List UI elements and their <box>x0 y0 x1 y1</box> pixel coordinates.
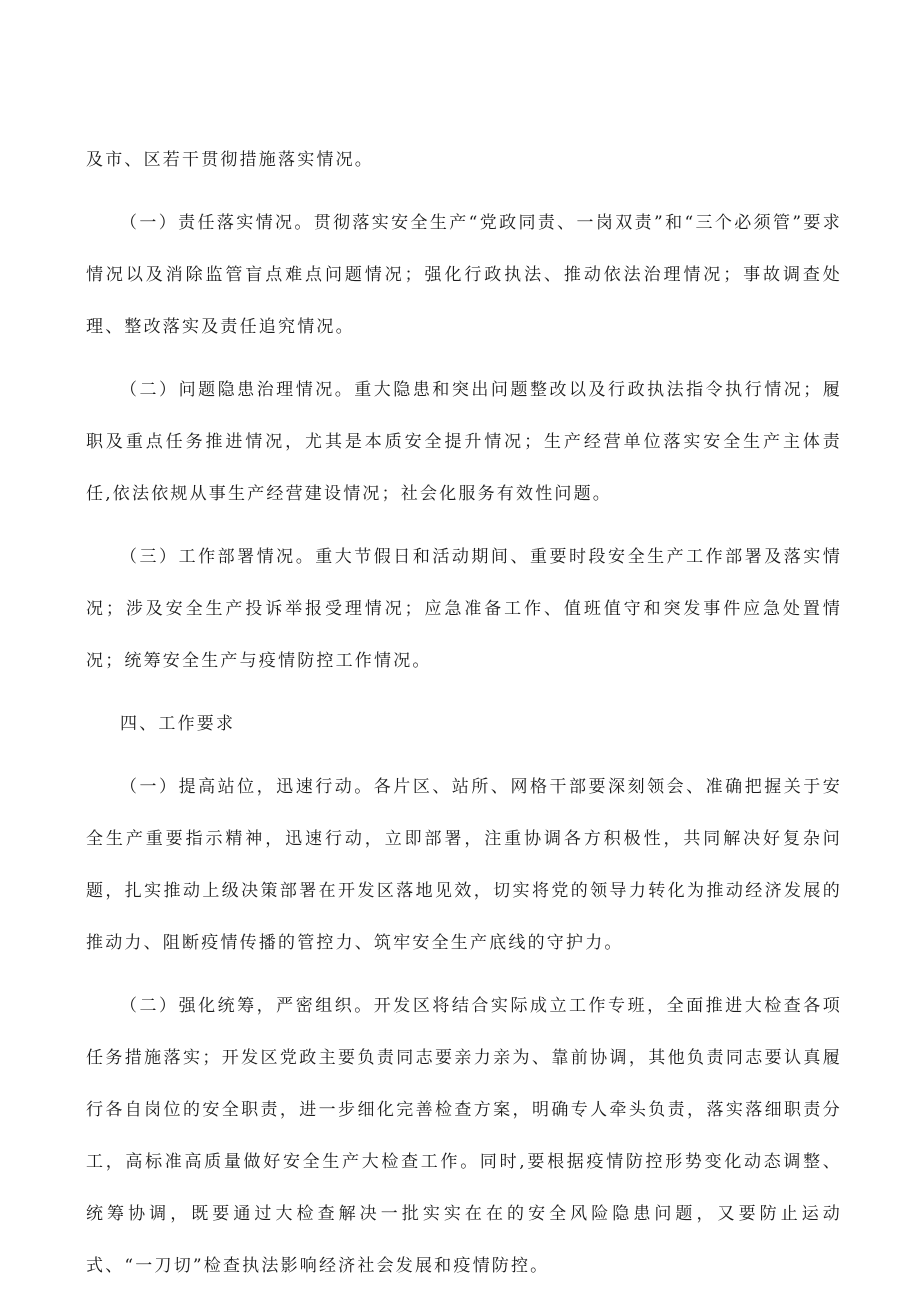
paragraph-hazard-governance: （二）问题隐患治理情况。重大隐患和突出问题整改以及行政执法指令执行情况；履职及重点任务推进情况，尤其是本质安全提升情况；生产经营单位落实安全生产主体责任,依法依规从事生产经营建设情况；社会化服务有效性问题。 <box>86 380 842 504</box>
paragraph-work-deployment: （三）工作部署情况。重大节假日和活动期间、重要时段安全生产工作部署及落实情况；涉及安全生产投诉举报受理情况；应急准备工作、值班值守和突发事件应急处置情况；统筹安全生产与疫情防控工作情况。 <box>86 547 842 671</box>
paragraph-responsibility: （一）责任落实情况。贯彻落实安全生产“党政同责、一岗双责”和“三个必须管”要求情况以及消除监管盲点难点问题情况；强化行政执法、推动依法治理情况；事故调查处理、整改落实及责任追究情况。 <box>86 213 842 337</box>
paragraph-raise-awareness: （一）提高站位，迅速行动。各片区、站所、网格干部要深刻领会、准确把握关于安全生产重要指示精神，迅速行动，立即部署，注重协调各方积极性，共同解决好复杂问题，扎实推动上级决策部署在开发区落地见效，切实将党的领导力转化为推动经济发展的推动力、阻断疫情传播的管控力、筑牢安全生产底线的守护力。 <box>86 777 842 953</box>
paragraph-strengthen-coordination: （二）强化统筹，严密组织。开发区将结合实际成立工作专班，全面推进大检查各项任务措施落实；开发区党政主要负责同志要亲力亲为、靠前协调，其他负责同志要认真履行各自岗位的安全职责，进一步细化完善检查方案，明确专人牵头负责，落实落细职责分工，高标准高质量做好安全生产大检查工作。同时,要根据疫情防控形势变化动态调整、统筹协调，既要通过大检查解决一批实实在在的安全风险隐患问题，又要防止运动式、“一刀切”检查执法影响经济社会发展和疫情防控。 <box>86 996 842 1276</box>
paragraph-continuation: 及市、区若干贯彻措施落实情况。 <box>86 150 374 170</box>
document-body <box>86 134 842 1303</box>
section-heading-work-requirements: 四、工作要求 <box>120 714 236 734</box>
